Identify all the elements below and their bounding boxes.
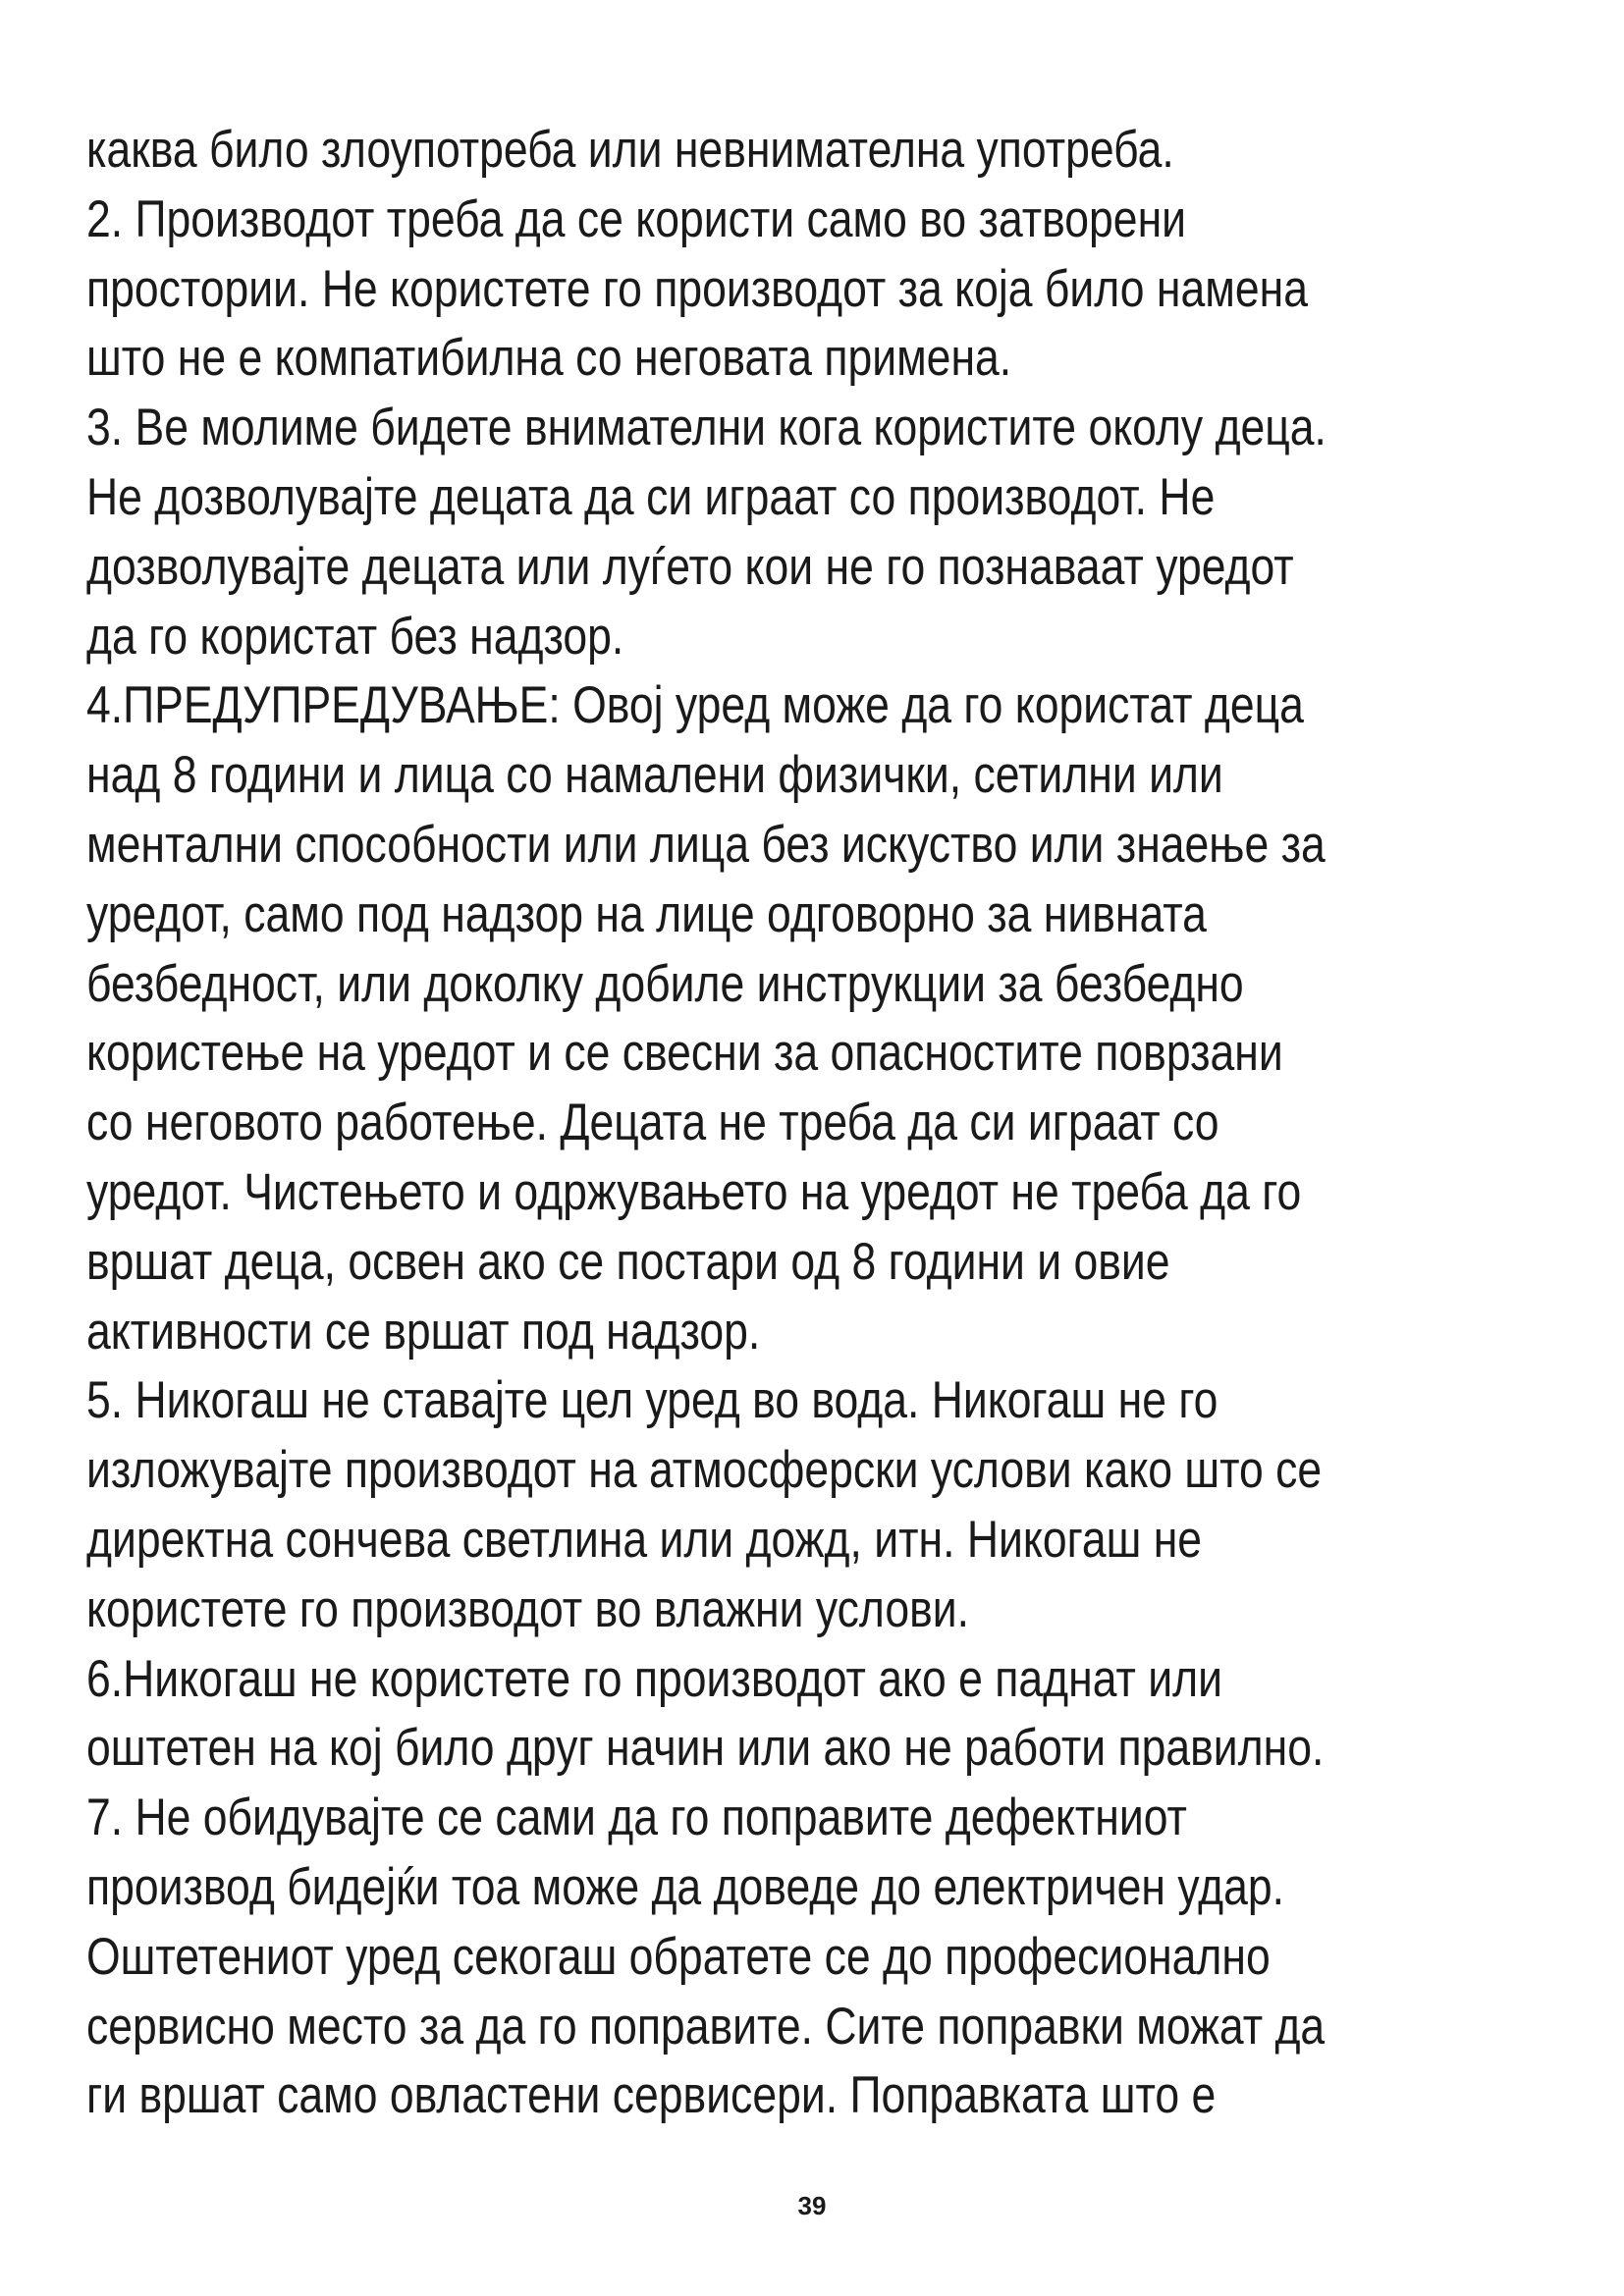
body-text: [86, 116, 1579, 2131]
text-line: 6.Никогаш не користете го производот ако е паднат или: [86, 1649, 1222, 1708]
text-line: сервисно место за да го поправите. Сите поправки можат да: [86, 1997, 1326, 2056]
text-line: користење на уредот и се свесни за опасностите поврзани: [86, 1024, 1283, 1083]
text-line: користете го производот во влажни услови.: [86, 1579, 969, 1638]
text-line: ментални способности или лица без искуство или знаење за: [86, 815, 1326, 874]
text-line: производ бидејќи тоа може да доведе до електричен удар.: [86, 1857, 1285, 1916]
text-line: вршат деца, освен ако се постари од 8 години и овие: [86, 1232, 1170, 1291]
text-line: со неговото работење. Децата не треба да си играат со: [86, 1094, 1219, 1152]
page-number: 39: [797, 2191, 827, 2220]
text-line: што не е компатибилна со неговата примена.: [86, 329, 1012, 388]
text-line: над 8 години и лица со намалени физички, сетилни или: [86, 746, 1223, 805]
text-line: директна сончева светлина или дожд, итн. Никогаш не: [86, 1510, 1203, 1569]
text-line: Оштетениот уред секогаш обратете се до професионално: [86, 1927, 1271, 1986]
text-line: уредот, само под надзор на лице одговорно за нивната: [86, 884, 1207, 943]
text-line: оштетен на кој било друг начин или ако не работи правилно.: [86, 1719, 1325, 1778]
text-line: Не дозволувајте децата да си играат со производот. Не: [86, 467, 1216, 526]
text-line: простории. Не користете го производот за која било намена: [86, 259, 1308, 318]
text-line: изложувајте производот на атмосферски услови како што се: [86, 1441, 1323, 1500]
text-line: уредот. Чистењето и одржувањето на уредот не треба да го: [86, 1162, 1302, 1221]
text-line: активности се вршат под надзор.: [86, 1302, 761, 1361]
text-line: 2. Производот треба да се користи само во затворени: [86, 189, 1187, 248]
text-line: 7. Не обидувајте се сами да го поправите дефектниот: [86, 1789, 1187, 1847]
text-line: 3. Ве молиме бидете внимателни кога користите околу деца.: [86, 399, 1326, 457]
text-line: да го користат без надзор.: [86, 607, 624, 666]
text-line: каква било злоупотреба или невнимателна употреба.: [86, 121, 1174, 179]
text-line: 5. Никогаш не ставајте цел уред во вода. Никогаш не го: [86, 1371, 1218, 1430]
text-line: безбедност, или доколку добиле инструкции за безбедно: [86, 954, 1244, 1013]
text-line: дозволувајте децата или луѓето кои не го познаваат уредот: [86, 537, 1294, 596]
text-line: 4.ПРЕДУПРЕДУВАЊЕ: Овој уред може да го користат деца: [86, 676, 1304, 735]
text-line: ги вршат само овластени сервисери. Поправката што е: [86, 2066, 1217, 2125]
